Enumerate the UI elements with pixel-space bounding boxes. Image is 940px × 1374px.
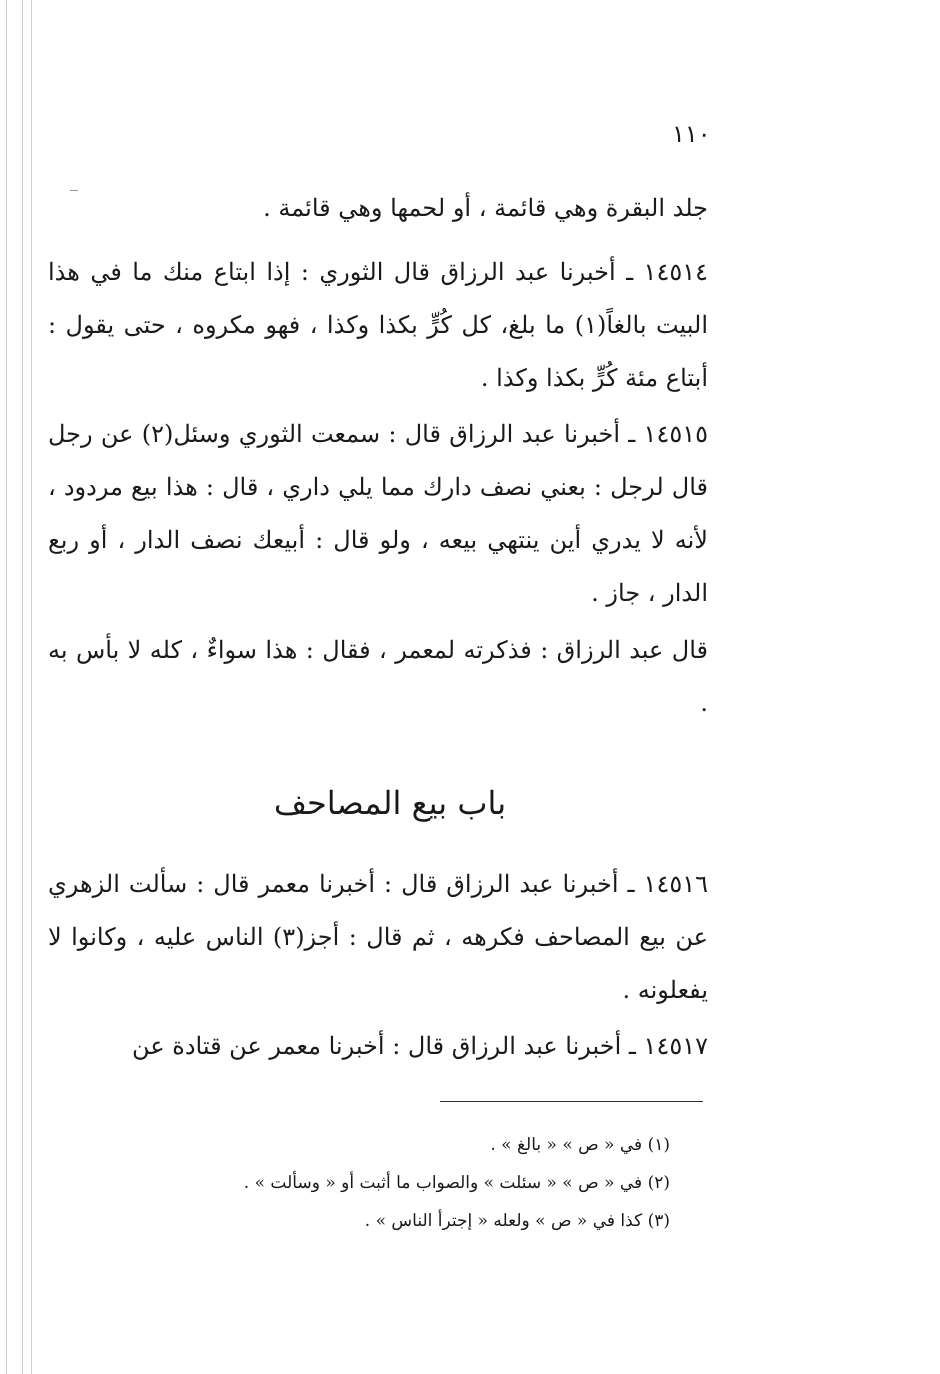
paragraph-14514: ١٤٥١٤ ـ أخبرنا عبد الرزاق قال الثوري : إذا ابتاع منك ما في هذا البيت بالغاً(١) ما بلغ، كل كُرٍّ بكذا وكذا ، فهو مكروه ، حتى يقول : أبتاع مئة كُرٍّ بكذا وكذا . bbox=[48, 258, 708, 392]
book-page bbox=[40, 0, 940, 1374]
paragraph-abdul-razzaq-comment: قال عبد الرزاق : فذكرته لمعمر ، فقال : هذا سواءٌ ، كله لا بأس به . bbox=[48, 636, 708, 717]
footnote-2: (٢) في « ص » « سئلت » والصواب ما أثبت أو « وسألت » . bbox=[243, 1173, 670, 1193]
footnote-1: (١) في « ص » « بالغ » . bbox=[490, 1135, 670, 1155]
section-heading: باب بيع المصاحف bbox=[273, 784, 507, 822]
paragraph-14517: ١٤٥١٧ ـ أخبرنا عبد الرزاق قال : أخبرنا معمر عن قتادة عن bbox=[132, 1032, 708, 1060]
paragraph-continuation: جلد البقرة وهي قائمة ، أو لحمها وهي قائمة . bbox=[263, 194, 708, 222]
footnote-rule bbox=[440, 1101, 703, 1102]
page-number: ١١٠ bbox=[672, 120, 711, 148]
footnotes bbox=[190, 1126, 670, 1240]
binding-margin bbox=[0, 0, 40, 1374]
paragraph-14516: ١٤٥١٦ ـ أخبرنا عبد الرزاق قال : أخبرنا معمر قال : سألت الزهري عن بيع المصاحف فكرهه ، ثم قال : أجز(٣) الناس عليه ، وكانوا لا يفعلونه . bbox=[48, 870, 708, 1004]
footnote-3: (٣) كذا في « ص » ولعله « إجترأ الناس » . bbox=[364, 1211, 670, 1231]
paragraph-14515: ١٤٥١٥ ـ أخبرنا عبد الرزاق قال : سمعت الثوري وسئل(٢) عن رجل قال لرجل : بعني نصف دارك مما يلي داري ، قال : هذا بيع مردود ، لأنه لا يدري أين ينتهي بيعه ، ولو قال : أبيعك نصف الدار ، أو ربع الدار ، جاز . bbox=[48, 420, 708, 607]
